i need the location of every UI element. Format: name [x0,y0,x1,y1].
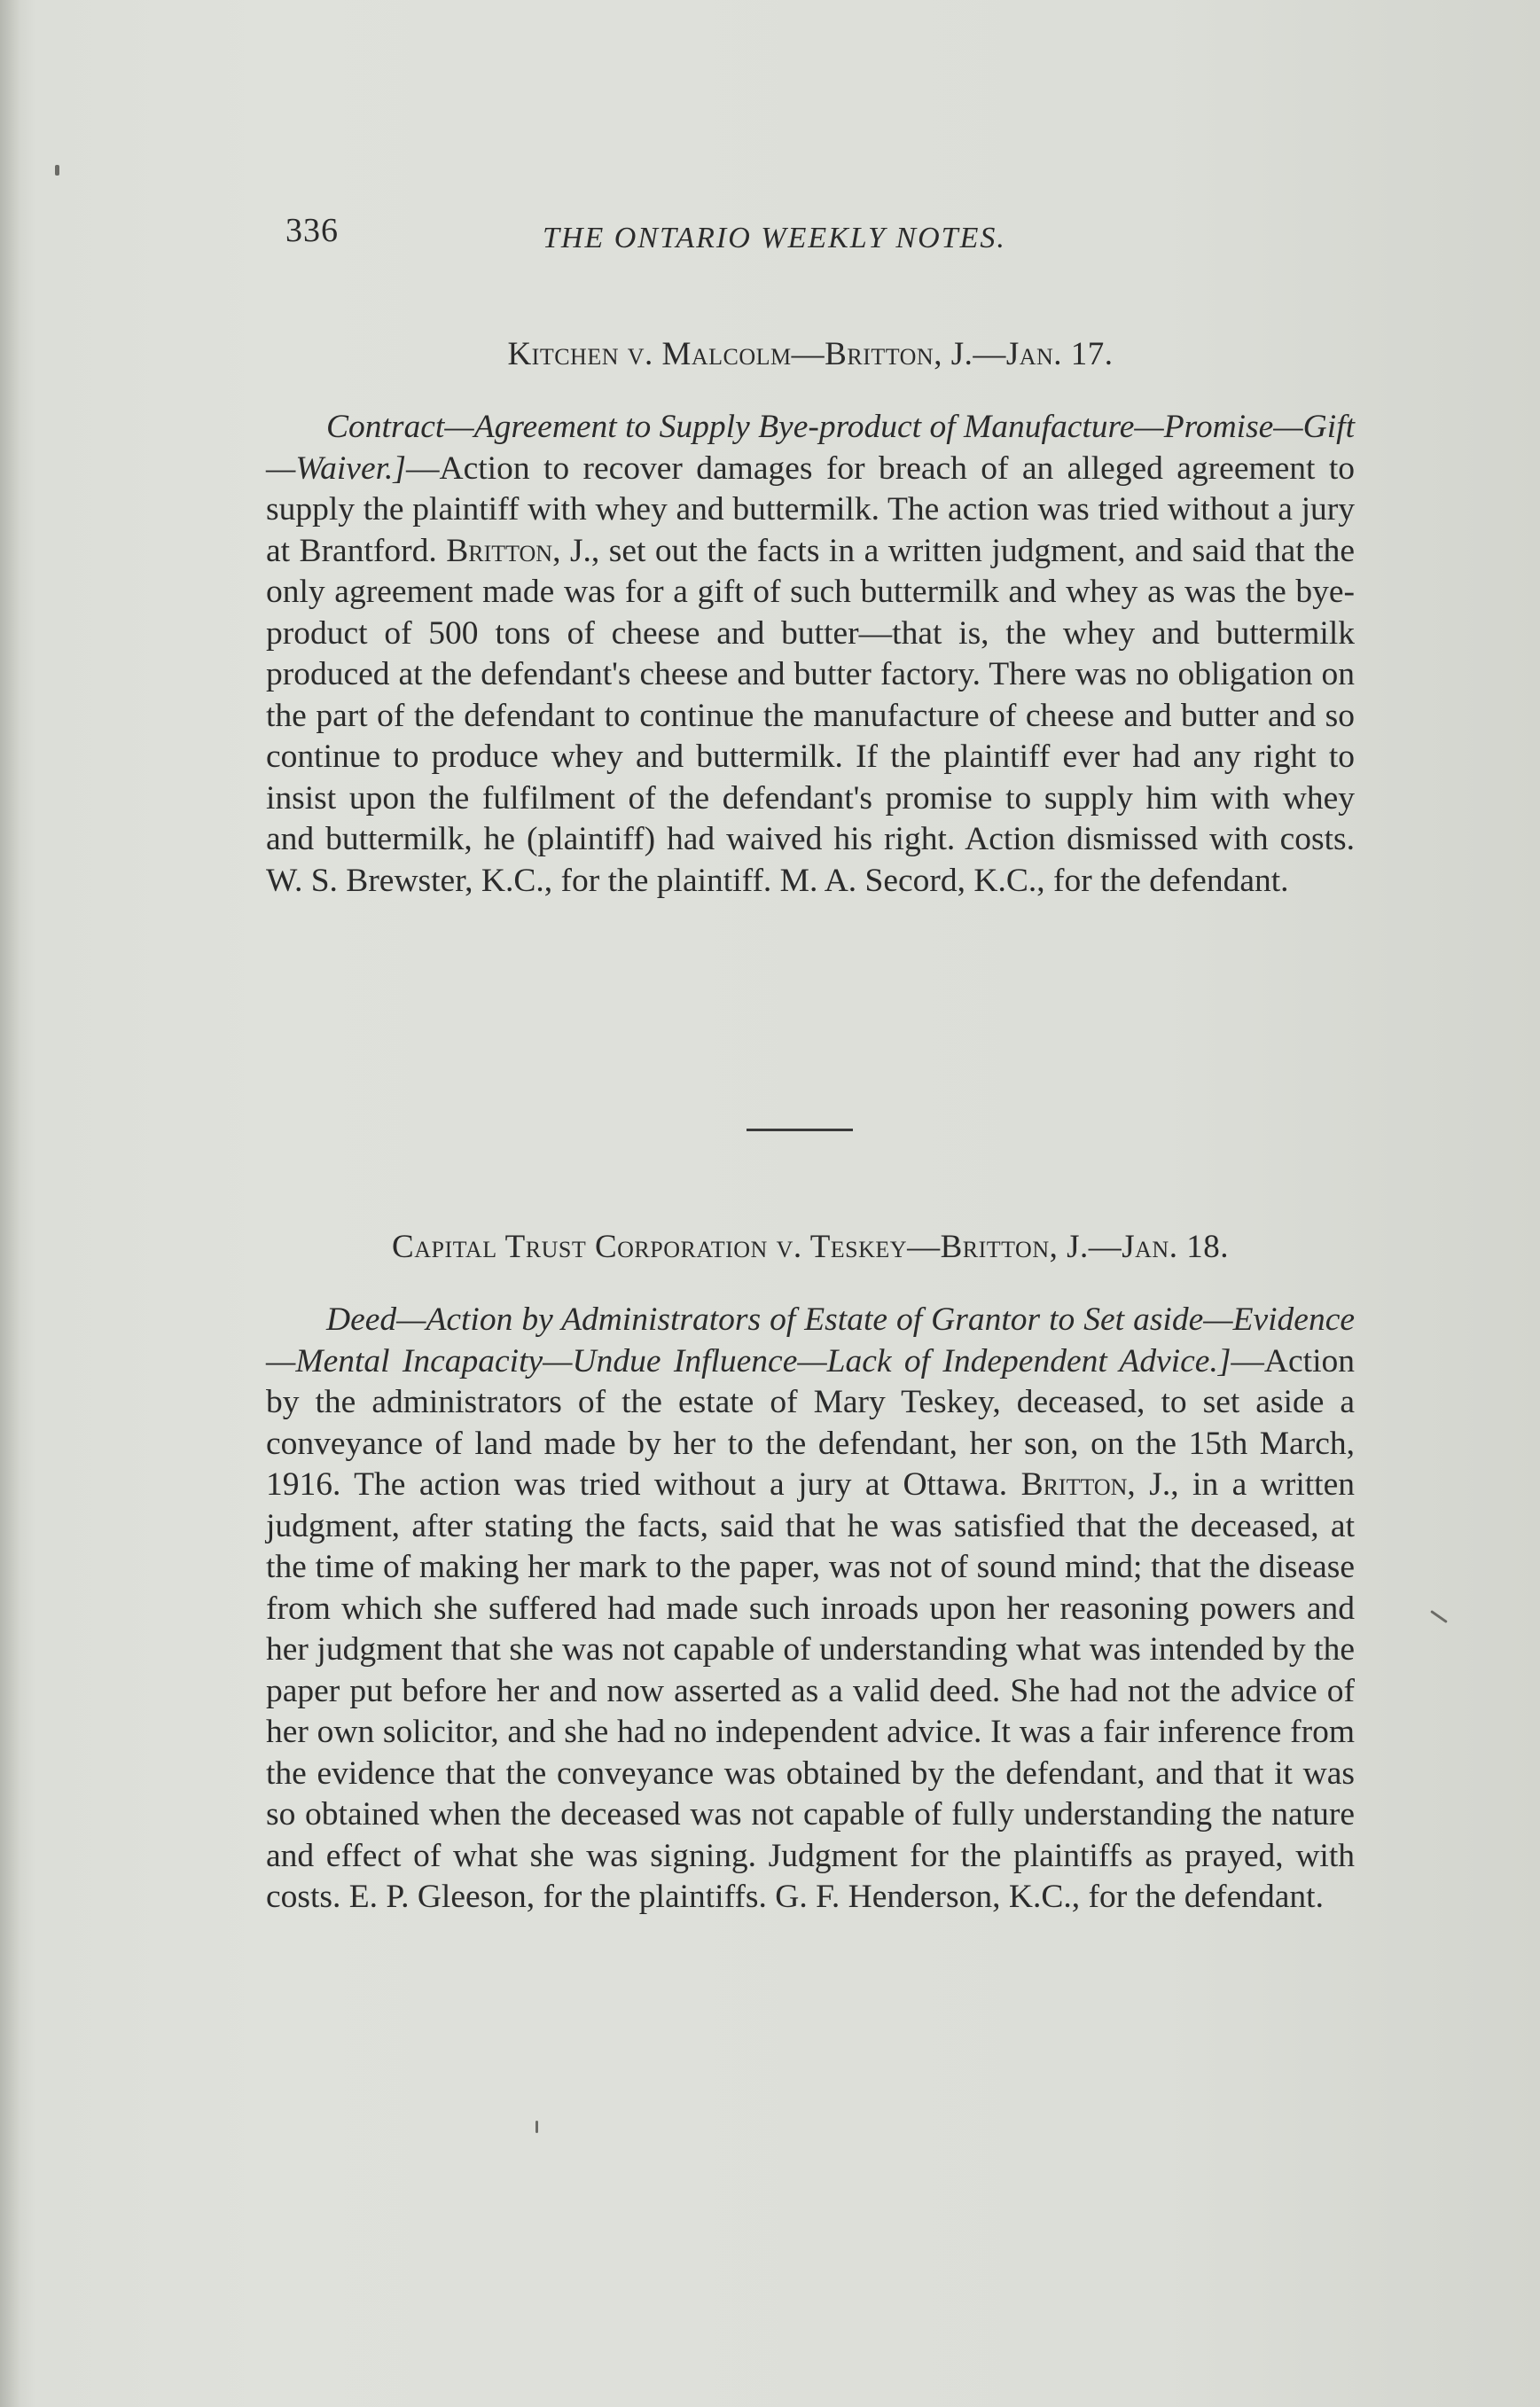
case-keywords: Deed—Action by Administrators of Estate of Grantor to Set aside—Evidence—Mental Incapacity—Undue Influence—Lack of Independent Advice.] [266,1301,1355,1379]
paper-speck [1430,1610,1448,1623]
page-edge [0,0,20,2407]
case-text-continued: , set out the facts in a written judgment, and said that the only agreement made was for a gift of such buttermilk and whey as was the bye-product of 500 tons of cheese and butter—that is, the whey and buttermilk produced at the defendant's cheese and butter factory. There was no obligation on the part of the defendant to continue the manufacture of cheese and butter and so continue to produce whey and buttermilk. If the plaintiff ever had any right to insist upon the fulfilment of the defendant's promise to supply him with whey and buttermilk, he (plaintiff) had waived his right. Action dismissed with costs. W. S. Brewster, K.C., for the plaintiff. M. A. Secord, K.C., for the defendant. [266,532,1356,899]
judge-name: Britton, J. [446,532,591,569]
judge-name: Britton, J. [1020,1466,1171,1503]
case-title: Kitchen v. Malcolm—Britton, J.—Jan. 17. [507,336,1114,372]
paper-speck [535,2121,538,2133]
case-body [266,407,1355,902]
case-keywords: Contract—Agreement to Supply Bye-product of Manufacture—Promise—Gift—Waiver.] [266,409,1355,487]
case-text: —Action to recover damages for breach of an alleged agreement to supply the plaintiff with whey and buttermilk. The action was tried without a jury at Brantford. [266,449,1355,569]
page-header [285,211,1358,264]
page-number: 336 [285,212,339,249]
case-capital-trust-v-teskey [266,1228,1355,1919]
case-body [266,1300,1355,1919]
case-text: —Action by the administrators of the estate of Mary Teskey, deceased, to set aside a conveyance of land made by her to the defendant, her son, on the 15th March, 1916. The action was tried without a jury at Ottawa. [266,1342,1355,1503]
paper-speck [55,165,59,176]
running-head: THE ONTARIO WEEKLY NOTES. [543,222,1006,254]
case-title: Capital Trust Corporation v. Teskey—Britton, J.—Jan. 18. [392,1229,1229,1265]
case-text-continued: , in a written judgment, after stating the facts, said that he was satisfied that the deceased, at the time of making her mark to the paper, was not of sound mind; that the disease from which she suffered had made such inroads upon her reasoning powers and her judgment that she was not capable of understanding what was intended by the paper put before her and now asserted as a valid deed. She had not the advice of her own solicitor, and she had no independent advice. It was a fair inference from the evidence that the conveyance was obtained by the defendant, and that it was so obtained when the deceased was not capable of fully understanding the nature and effect of what she was signing. Judgment for the plaintiffs as prayed, with costs. E. P. Gleeson, for the plaintiffs. G. F. Henderson, K.C., for the defendant. [266,1466,1355,1915]
section-divider [747,1129,853,1131]
case-kitchen-v-malcolm [266,335,1355,902]
